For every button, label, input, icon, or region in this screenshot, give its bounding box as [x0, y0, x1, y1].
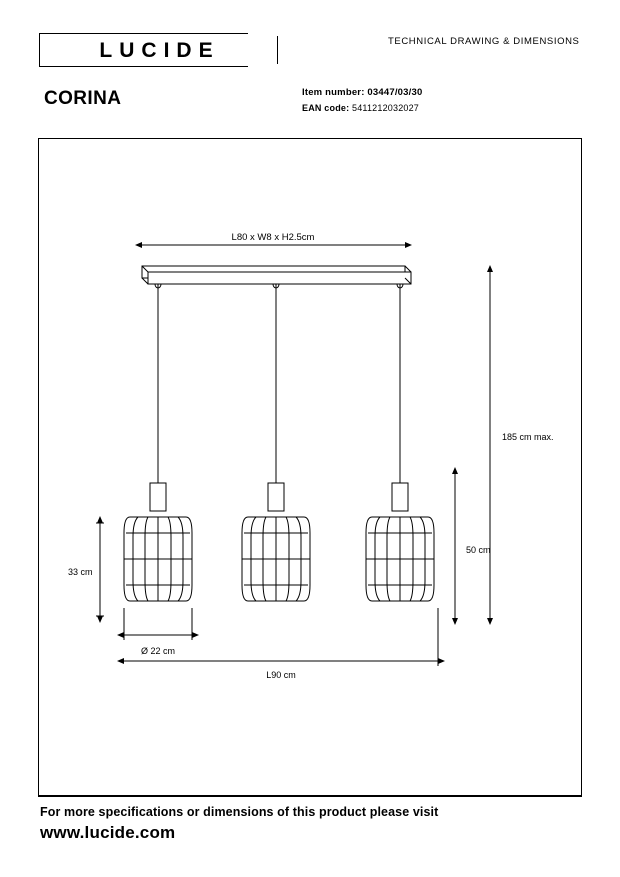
item-number-label: Item number: [302, 87, 365, 98]
dim-label-total-length: L90 cm [266, 670, 296, 680]
logo-cut-decoration [248, 64, 278, 67]
item-number-value: 03447/03/30 [367, 87, 423, 98]
ean-label: EAN code: [302, 103, 350, 113]
brand-logo [39, 33, 278, 67]
product-name: CORINA [44, 88, 122, 109]
dim-label-max-drop: 185 cm max. [502, 432, 554, 442]
footer-url[interactable]: www.lucide.com [40, 823, 176, 842]
ean-value: 5411212032027 [352, 103, 420, 113]
logo-cut-decoration [4, 33, 34, 36]
document-title: TECHNICAL DRAWING & DIMENSIONS [388, 36, 580, 47]
footer-note: For more specifications or dimensions of this product please visit [40, 805, 439, 819]
item-number [302, 87, 422, 98]
ean-code [302, 103, 419, 113]
logo-cut-decoration [4, 64, 34, 67]
dim-label-shade-height-left: 33 cm [68, 567, 93, 577]
logo-cut-decoration [248, 33, 278, 36]
dim-label-shade-height-right: 50 cm [466, 545, 491, 555]
footer-divider [38, 796, 582, 797]
brand-logo-text: LUCIDE [99, 39, 220, 62]
dim-label-diameter: Ø 22 cm [140, 646, 176, 656]
dim-label-top-width: L80 x W8 x H2.5cm [231, 232, 315, 243]
technical-drawing [38, 138, 582, 796]
